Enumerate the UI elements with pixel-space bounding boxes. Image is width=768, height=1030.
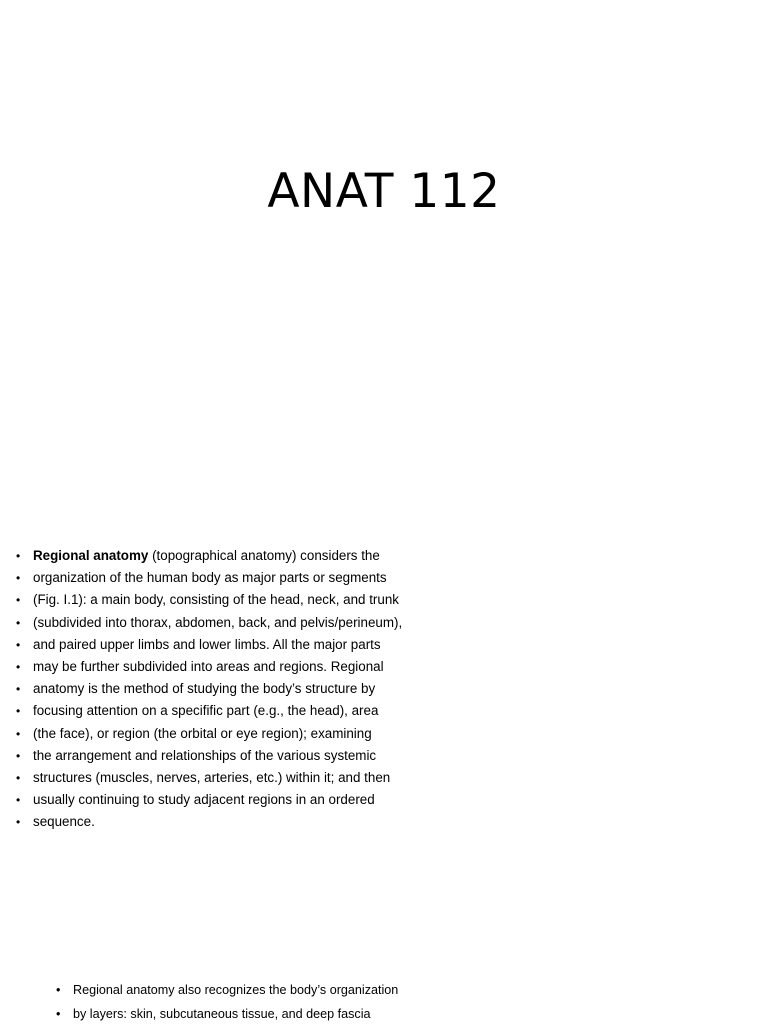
- list-item-text: organization of the human body as major parts or segments: [33, 570, 387, 586]
- bullet-icon: •: [16, 748, 21, 763]
- list-item: [16, 548, 416, 564]
- bullet-icon: •: [16, 793, 21, 808]
- list-item-text: (the face), or region (the orbital or eye region); examining: [33, 725, 372, 741]
- slide-title: ANAT 112: [267, 164, 501, 219]
- list-item: [16, 659, 416, 675]
- list-item-text: by layers: skin, subcutaneous tissue, and deep fascia: [73, 1007, 371, 1021]
- list-item-text: anatomy is the method of studying the body’s structure by: [33, 681, 376, 697]
- bullet-icon: •: [16, 659, 21, 674]
- list-item: [56, 1006, 456, 1022]
- list-item-text: and paired upper limbs and lower limbs. All the major parts: [33, 636, 381, 652]
- bullet-icon: •: [16, 549, 21, 563]
- list-item-text: structures (muscles, nerves, arteries, etc.) within it; and then: [33, 769, 391, 785]
- list-item: [16, 570, 416, 586]
- list-item: [16, 681, 416, 697]
- bullet-icon: •: [16, 704, 21, 719]
- list-item-text: (topographical anatomy) considers the: [148, 548, 380, 563]
- list-item: [16, 703, 416, 719]
- list-item-text: (Fig. I.1): a main body, consisting of the head, neck, and trunk: [33, 592, 399, 608]
- list-item: [16, 615, 416, 631]
- list-item-text: may be further subdivided into areas and regions. Regional: [33, 658, 384, 674]
- bullet-icon: •: [16, 682, 21, 697]
- list-item-text: sequence.: [33, 814, 95, 830]
- list-item: [16, 592, 416, 608]
- bullet-icon: •: [16, 726, 21, 741]
- term-regional-anatomy: Regional anatomy: [33, 548, 149, 563]
- list-item-text: the arrangement and relationships of the various systemic: [33, 747, 377, 763]
- bullet-icon: •: [56, 983, 61, 997]
- list-item: [16, 792, 416, 808]
- list-item: [16, 726, 416, 742]
- bullet-icon: •: [16, 571, 21, 586]
- bullet-icon: •: [16, 815, 21, 830]
- list-item: [16, 748, 416, 764]
- bullet-icon: •: [16, 593, 21, 608]
- bullet-icon: •: [56, 1007, 61, 1021]
- list-item-text: Regional anatomy also recognizes the body’s organization: [73, 983, 399, 997]
- list-item-text: focusing attention on a specifific part (e.g., the head), area: [33, 703, 379, 719]
- list-item: [56, 982, 456, 998]
- regional-anatomy-bullet-list: [16, 548, 416, 836]
- layers-bullet-list: [56, 982, 456, 1030]
- bullet-icon: •: [16, 615, 21, 630]
- list-item: [16, 770, 416, 786]
- bullet-icon: •: [16, 770, 21, 785]
- list-item-text: usually continuing to study adjacent regions in an ordered: [33, 792, 375, 808]
- list-item: [16, 637, 416, 653]
- bullet-icon: •: [16, 637, 21, 652]
- list-item-text: (subdivided into thorax, abdomen, back, and pelvis/perineum),: [33, 614, 403, 630]
- list-item: [16, 814, 416, 830]
